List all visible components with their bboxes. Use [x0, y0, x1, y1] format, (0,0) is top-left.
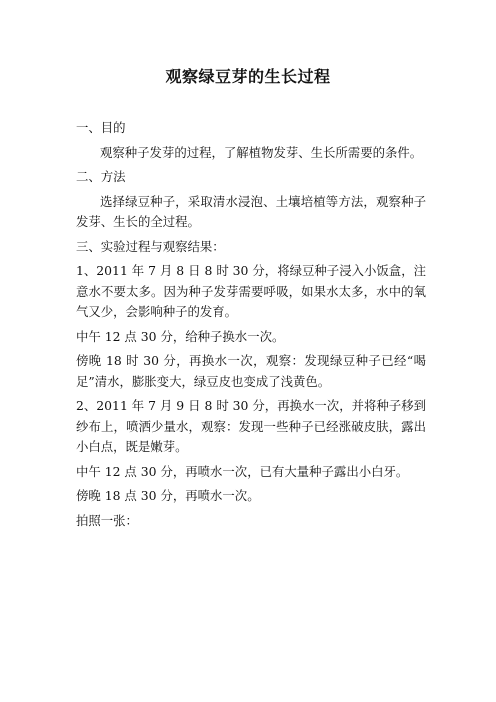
paragraph-noon-day2: 中午 12 点 30 分，再喷水一次，已有大量种子露出小白牙。 [76, 463, 409, 479]
paragraph-photo: 拍照一张： [76, 512, 138, 528]
section-heading-method: 二、方法 [76, 169, 126, 184]
document-body [76, 118, 426, 535]
section-heading-process: 三、实验过程与观察结果： [76, 238, 225, 254]
paragraph-purpose: 观察种子发芽的过程，了解植物发芽、生长所需要的条件。 [100, 144, 423, 160]
paragraph-evening-day1: 傍晚 18 时 30 分，再换水一次，观察：发现绿豆种子已经“喝足”清水，膨胀变大，绿豆皮也变成了浅黄色。 [76, 353, 426, 389]
paragraph-step-2: 2、2011 年 7 月 9 日 8 时 30 分，再换水一次，并将种子移到纱布上，喷洒少量水，观察：发现一些种子已经涨破皮肤，露出小白点，既是嫩芽。 [76, 398, 426, 454]
paragraph-method: 选择绿豆种子，采取清水浸泡、土壤培植等方法，观察种子发芽、生长的全过程。 [76, 193, 426, 229]
section-heading-purpose: 一、目的 [76, 120, 126, 135]
paragraph-noon-day1: 中午 12 点 30 分，给种子换水一次。 [76, 328, 285, 344]
paragraph-step-1: 1、2011 年 7 月 8 日 8 时 30 分，将绿豆种子浸入小饭盒，注意水不要太多。因为种子发芽需要呼吸，如果水太多，水中的氧气又少，会影响种子的发育。 [76, 263, 426, 319]
paragraph-evening-day2: 傍晚 18 点 30 分，再喷水一次。 [76, 488, 260, 503]
document-title: 观察绿豆芽的生长过程 [165, 67, 331, 86]
